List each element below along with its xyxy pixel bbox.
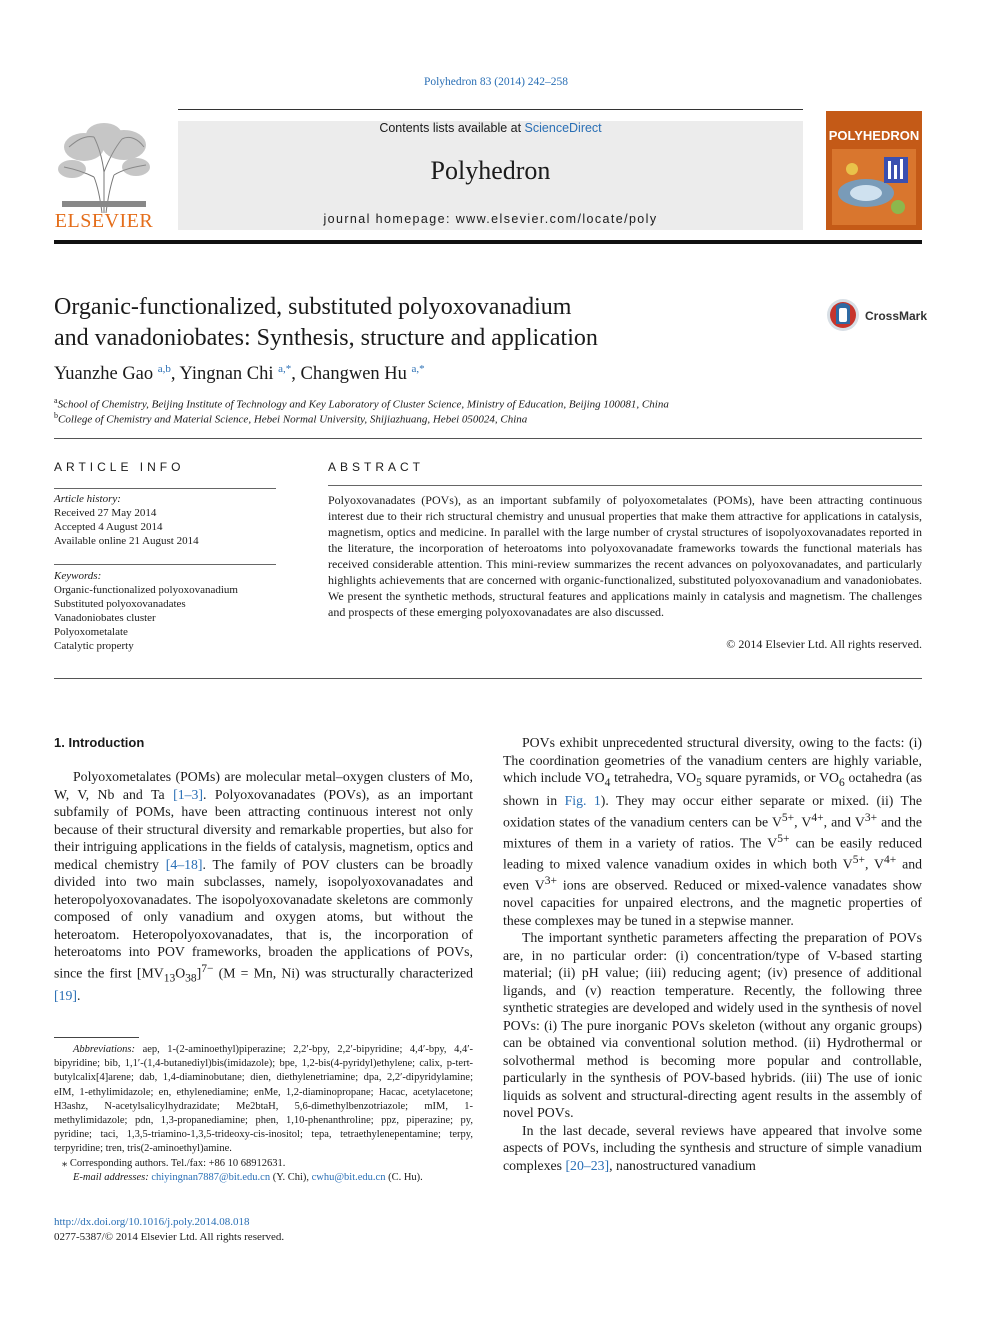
header-rule	[178, 109, 803, 110]
abstract-copyright: © 2014 Elsevier Ltd. All rights reserved.	[726, 637, 922, 651]
article-info-rule	[54, 488, 276, 489]
text-run: square pyramids, or VO	[701, 770, 839, 785]
intro-right-column	[503, 734, 922, 1174]
footnotes	[54, 1043, 473, 1185]
superscript: 3+	[544, 875, 557, 888]
author-affiliation-mark[interactable]: a,b	[157, 363, 171, 375]
text-run: tetrahedra, VO	[610, 770, 697, 785]
email-footnote	[54, 1171, 473, 1185]
citation-link[interactable]: Polyhedron 83 (2014) 242–258	[423, 76, 569, 88]
author-affiliation-mark[interactable]: a,*	[278, 363, 292, 375]
doi-link[interactable]: http://dx.doi.org/10.1016/j.poly.2014.08.018	[54, 1216, 250, 1228]
affiliation-a	[54, 396, 669, 411]
subscript: 4	[604, 776, 611, 789]
intro-paragraph-3: The important synthetic parameters affecting the preparation of POVs are, in no particular order: (i) concentration/type of V-based starting material; (ii) pH value; (iii) reducing agent; (iv) presence of additional ligands, and (v) reaction temperature. Recently, the following three synthetic strategies are developed and widely used in the synthesis of novel POVs: (i) The pure inorganic POVs skeleton (without any organic groups) can be obtained via conventional solution method. (ii) Hydrothermal or solvothermal method is becoming more popular and controllable, particularly in the synthesis of POV-based hybrids. (iii) The use of ionic liquids as solvent and structural-directing agent results in the assembly of novel POVs.	[503, 930, 922, 1121]
history-item: Accepted 4 August 2014	[54, 521, 163, 533]
subscript: 5	[696, 776, 702, 789]
text-run: O	[175, 965, 186, 981]
cover-title: POLYHEDRON	[828, 128, 920, 143]
text-run: ). They may occur either separate or mixed. (ii) The oxidation states of the vanadium centers can be V	[503, 793, 922, 830]
text-run: and even V	[503, 856, 922, 893]
title-line-2: and vanadoniobates: Synthesis, structure and application	[54, 325, 598, 351]
keyword-item: Polyoxometalate	[54, 626, 128, 638]
issn-line: 0277-5387/© 2014 Elsevier Ltd. All rights reserved.	[54, 1231, 285, 1243]
doi[interactable]	[54, 1216, 250, 1228]
affiliation-label: b	[54, 411, 58, 420]
affiliation-label: a	[54, 396, 58, 405]
abstract-text: Polyoxovanadates (POVs), as an important subfamily of polyoxometalates (POMs), have been attracting continuous interest due to their rich structural chemistry and unusual properties that make them attractive for applications in catalysis, magnetism, optics and medicine. In parallel with the large number of crystal structures of isopolyoxovanadates reported in the literature, the incorporation of heteroatoms into polyoxovanadate frameworks towards the functional materials has received considerable attention. This mini-review summarizes the recent advances on polyoxovanadates, and particularly highlights achievements that are concerned with organic-functionalized, substituted polyoxovanadium and vanadoniobates. We present the synthetic methods, structural features and applications mainly in catalysis and magnetism. The challenges and prospects of these emerging polyoxovanadates are also discussed.	[328, 493, 922, 619]
keyword-item: Organic-functionalized polyoxovanadium	[54, 584, 238, 596]
keyword-item: Substituted polyoxovanadates	[54, 598, 186, 610]
email-link[interactable]: chiyingnan7887@bit.edu.cn	[151, 1171, 271, 1183]
text-run: ions are observed. Reduced or mixed-valence vanadates show novel capacities for unpaired electrons, and the magnetic properties of these complexes may be tuned in a stepwise manner.	[503, 877, 922, 928]
contents-line	[178, 121, 803, 135]
superscript: 4+	[883, 853, 897, 866]
author-list: Yuanzhe Gao $^{a,b}$, Yingnan Chi $^{a,*}$, Changwen Hu $^{a,*}$	[54, 363, 425, 385]
affiliation-text: College of Chemistry and Material Science, Hebei Normal University, Shijiazhuang, Hebei 050024, China	[58, 413, 528, 426]
homepage-prefix: journal homepage:	[323, 212, 456, 226]
history-item: Received 27 May 2014	[54, 507, 157, 519]
article-info-heading: ARTICLE INFO	[54, 460, 185, 474]
journal-cover-thumbnail[interactable]	[826, 111, 922, 230]
text-run: , V	[794, 814, 812, 830]
abbreviations-text: aep, 1-(2-aminoethyl)piperazine; 2,2′-bpy, 2,2′-bipyridine; 4,4′-bpy, 4,4′-bipyridine; bib, 1,1′-(1,4-butanediyl)bis(imidazole); bpe, 1,2-bis(4-pyridyl)ethylene; calix, p-tert-butylcalix[4]arene; dab, 1,4-diaminobutane; dien, diethylenetriamine; dpa, 2,2′-dipyridylamine; eIM, 1-ethylimidazole; en, ethylenediamine; enMe, 1,2-diaminopropane; Hacac, acetylacetone; H3ashz, N-acetylsalicylhydrazidate; Me2btaH, 5,6-dimethylbenzotriazole; mIM, 1-methylimidazole; pdn, 1,3-propanediamine; phen, 1,10-phenanthroline; ppz, piperazine; py, pyridine; taci, 1,3,5-triamino-1,3,5-trideoxy-cis-inositol; tepa, tetraethylenepentamine; terpy, terpyridine; tren, tris(2-aminoethyl)amine.	[54, 1044, 473, 1155]
author-name[interactable]: Changwen Hu	[300, 364, 407, 385]
text-run: . Polyoxovanadates (POVs), as an important subfamily of POMs, have been attracting continuous interest not only because of their structural diversity and remarkable properties, but also for their intriguing applications in the fields of catalysis, magnetism, optics and medical chemistry	[54, 786, 473, 872]
crossmark-label[interactable]: CrossMark	[865, 309, 928, 323]
contents-prefix: Contents lists available at	[379, 121, 525, 135]
elsevier-wordmark: ELSEVIER	[54, 210, 154, 232]
article-title	[54, 292, 734, 354]
keywords	[54, 569, 238, 653]
journal-citation[interactable]	[0, 76, 992, 88]
text-run: . The family of POV clusters can be broadly divided into two main subclasses, namely, isopolyoxovanadates and heteropolyoxovanadates. The isopolyoxovanadate skeletons are commonly composed of only vanadium and oxygen atoms, but without the heteroatom. Heteropolyoxovanadates, that is, the incorporation of heteroatoms into POV frameworks, broaden the applications of POVs, since the first [MV	[54, 856, 474, 981]
abstract-rule	[328, 485, 922, 486]
text-run: , and V	[823, 814, 865, 830]
author-affiliation-mark[interactable]: a,*	[411, 363, 425, 375]
abbreviations-label: Abbreviations:	[73, 1044, 136, 1055]
journal-name: Polyhedron	[430, 156, 551, 185]
text-run: In the last decade, several reviews have appeared that involve some aspects of POVs, including the synthesis and structure of simple vanadium complexes	[503, 1122, 922, 1173]
abstract-heading: ABSTRACT	[328, 460, 425, 474]
corresponding-footnote: ⁎ Corresponding authors. Tel./fax: +86 10 68912631.	[62, 1157, 286, 1169]
intro-paragraph-4	[503, 1122, 922, 1175]
affiliation-text: School of Chemistry, Beijing Institute of Technology and Key Laboratory of Cluster Science, Ministry of Education, Beijing 100081, China	[57, 398, 669, 411]
reference-link[interactable]: [19]	[54, 988, 77, 1004]
abbreviations-footnote	[54, 1043, 473, 1157]
section-heading-introduction: 1. Introduction	[54, 735, 145, 750]
superscript: 3+	[864, 811, 878, 824]
email-label: E-mail addresses:	[73, 1171, 152, 1183]
history-item: Available online 21 August 2014	[54, 535, 199, 547]
front-matter-end-rule	[54, 678, 922, 679]
text-run: , nanostructured vanadium	[609, 1157, 756, 1173]
superscript: 7−	[201, 962, 214, 975]
keywords-rule	[54, 564, 276, 565]
cover-artwork	[832, 149, 916, 225]
text-run: octahedra (as shown in	[503, 770, 922, 809]
text-run: and the mixtures of them in a variety of ratios. The V	[503, 814, 922, 851]
superscript: 4+	[811, 811, 824, 824]
intro-paragraph-2	[503, 734, 922, 929]
intro-left-column	[54, 768, 473, 1005]
header-thick-rule	[54, 240, 922, 244]
email-owner: (C. Hu).	[385, 1171, 423, 1183]
text-run: can be easily reduced leading to mixed valence vanadium oxides in which both V	[503, 835, 923, 872]
title-line-1: Organic-functionalized, substituted polyoxovanadium	[54, 294, 572, 320]
journal-homepage	[178, 212, 803, 226]
keyword-item: Vanadoniobates cluster	[54, 612, 156, 624]
subscript: 6	[838, 776, 845, 789]
sciencedirect-link[interactable]: ScienceDirect	[524, 121, 602, 135]
superscript: 5+	[852, 853, 865, 866]
reference-link[interactable]: [20–23]	[565, 1157, 610, 1173]
article-history	[54, 492, 199, 548]
footnote-rule	[54, 1037, 139, 1038]
subscript: 13	[163, 971, 176, 984]
history-label: Article history:	[54, 493, 121, 505]
reference-link[interactable]: [4–18]	[165, 856, 203, 872]
text-run: , V	[864, 856, 884, 872]
email-link[interactable]: cwhu@bit.edu.cn	[311, 1171, 386, 1183]
affiliation-b	[54, 411, 527, 426]
superscript: 5+	[777, 832, 790, 845]
text-run: (M = Mn, Ni) was structurally characterized	[213, 965, 474, 981]
intro-paragraph-1	[54, 768, 473, 1005]
email-owner: (Y. Chi),	[270, 1171, 312, 1183]
keywords-label: Keywords:	[54, 570, 102, 582]
superscript: 5+	[781, 811, 795, 824]
author-name[interactable]: Yuanzhe Gao	[54, 364, 154, 385]
keyword-item: Catalytic property	[54, 640, 134, 652]
subscript: 38	[185, 971, 197, 984]
affiliation-rule	[54, 438, 922, 439]
text-run: POVs exhibit unprecedented structural diversity, owing to the facts: (i) The coordination geometries of the vanadium centers are highly variable, which include VO	[503, 735, 922, 785]
author-name[interactable]: Yingnan Chi	[179, 364, 274, 385]
text-run: ]	[196, 965, 202, 981]
text-run: .	[77, 988, 81, 1004]
figure-link[interactable]: Fig. 1	[564, 793, 601, 809]
homepage-url[interactable]: www.elsevier.com/locate/poly	[455, 212, 658, 226]
reference-link[interactable]: [1–3]	[173, 786, 203, 802]
text-run: Polyoxometalates (POMs) are molecular metal–oxygen clusters of Mo, W, V, Nb and Ta	[54, 769, 473, 802]
